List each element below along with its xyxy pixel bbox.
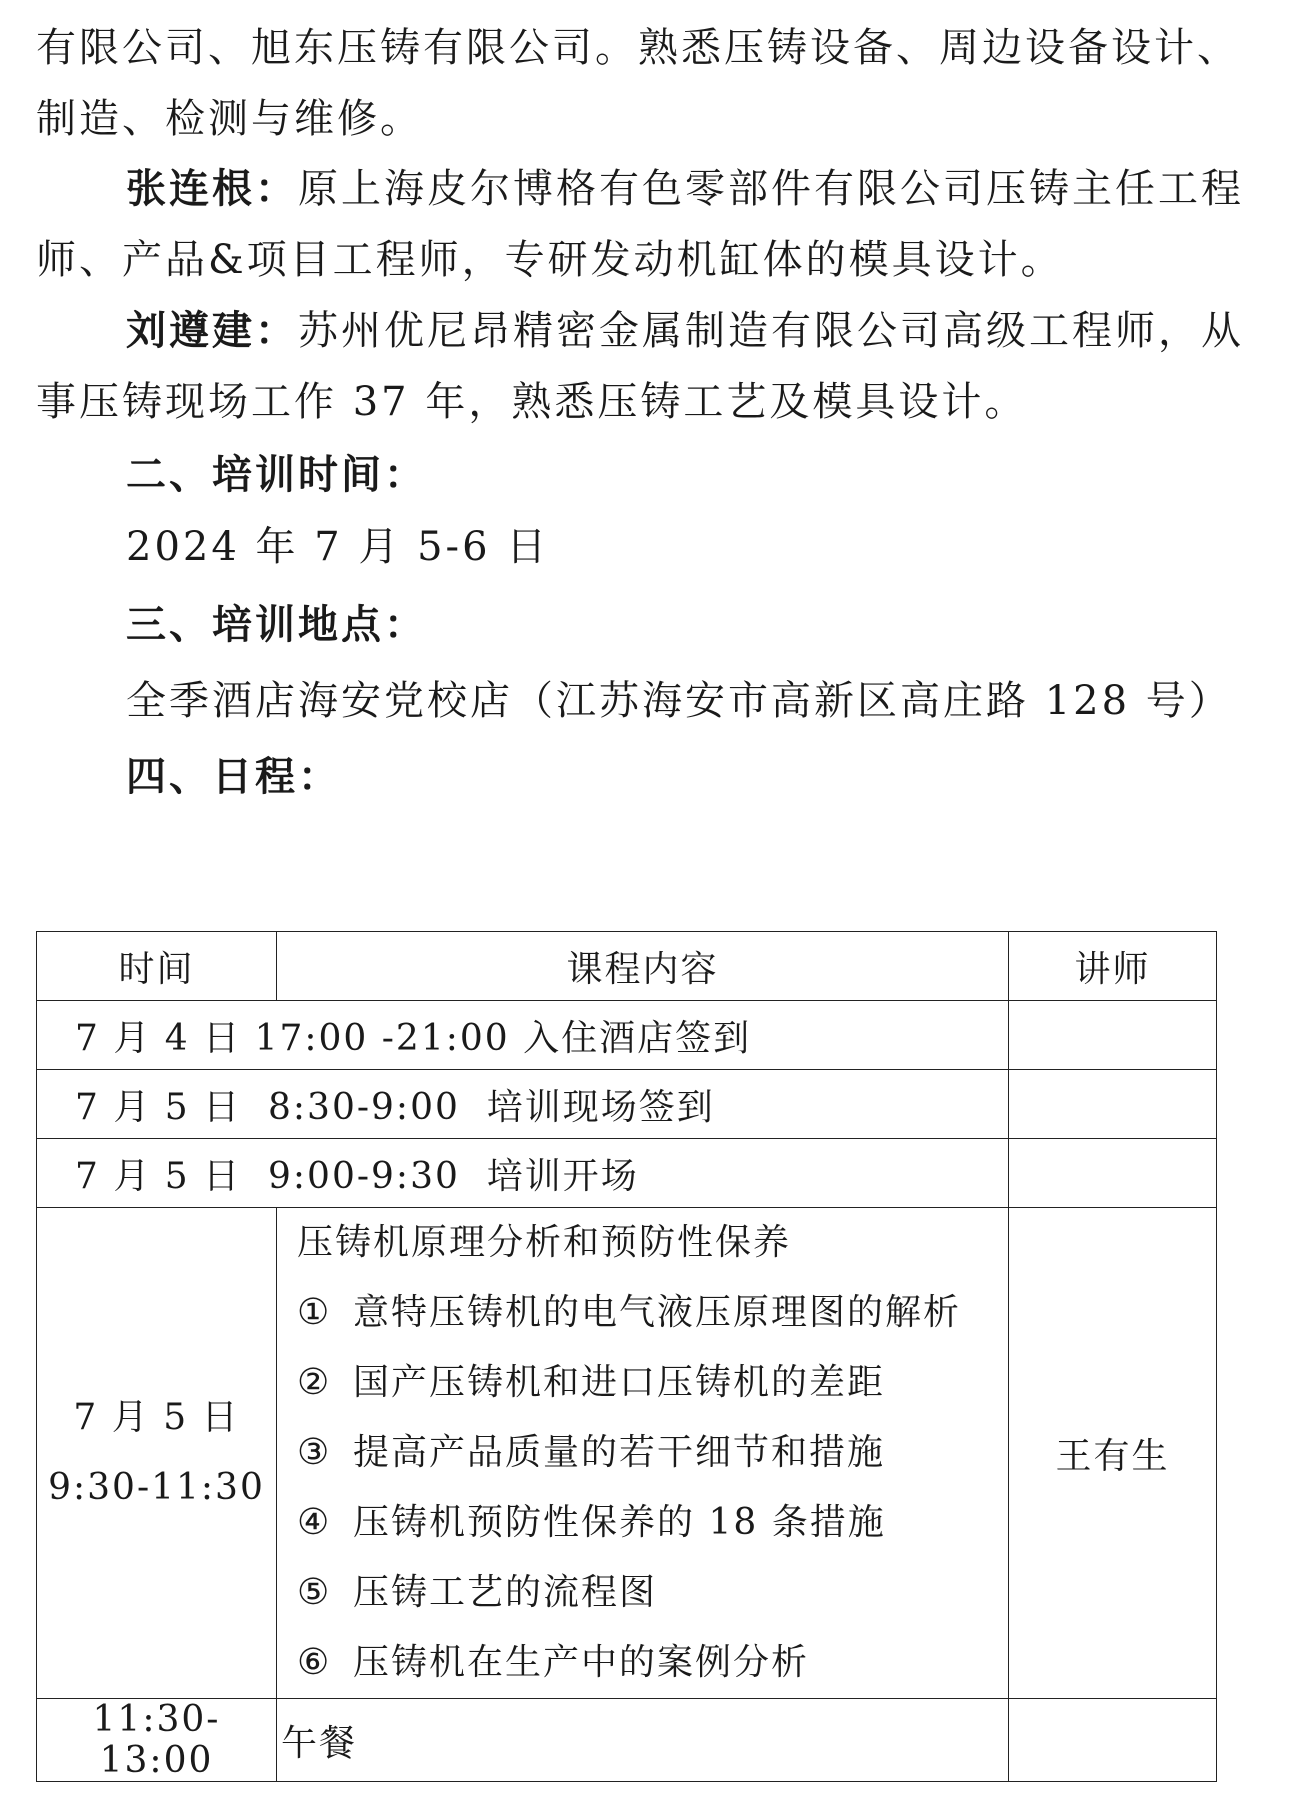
lecturer-paragraph-2-line-2: 事压铸现场工作 37 年，熟悉压铸工艺及模具设计。 [36, 379, 1028, 425]
list-text: 压铸机在生产中的案例分析 [353, 1642, 810, 1683]
lecturer-bio: 原上海皮尔博格有色零部件有限公司压铸主任工程 [298, 166, 1244, 212]
table-row [37, 1139, 1217, 1208]
table-row [37, 1001, 1217, 1070]
lecturer-bio: 苏州优尼昂精密金属制造有限公司高级工程师，从 [298, 308, 1244, 354]
row-checkin-site: 7 月 5 日 8:30-9:00 培训现场签到 [37, 1070, 1009, 1139]
session-teacher: 王有生 [1009, 1208, 1217, 1699]
lecturer-paragraph-2-line-1 [126, 307, 1244, 355]
intro-line-2: 制造、检测与维修。 [36, 96, 423, 142]
lecturer-paragraph-1-line-2: 师、产品&项目工程师，专研发动机缸体的模具设计。 [36, 237, 1064, 283]
row-opening: 7 月 5 日 9:00-9:30 培训开场 [37, 1139, 1009, 1208]
list-item [277, 1488, 1008, 1558]
list-number: ① [297, 1292, 332, 1333]
list-number: ⑥ [297, 1642, 332, 1683]
lecturer-name: 张连根： [126, 166, 298, 212]
list-text: 压铸工艺的流程图 [353, 1572, 658, 1613]
list-number: ③ [297, 1432, 332, 1473]
list-text: 压铸机预防性保养的 18 条措施 [353, 1502, 886, 1543]
section-heading-place: 三、培训地点： [126, 602, 427, 648]
lecturer-paragraph-1-line-1 [126, 165, 1244, 213]
row-teacher-empty [1009, 1139, 1217, 1208]
table-row-lunch [37, 1699, 1217, 1782]
schedule-table [36, 931, 1217, 1782]
lunch-content: 午餐 [277, 1699, 1009, 1782]
list-text: 国产压铸机和进口压铸机的差距 [353, 1362, 886, 1403]
list-text: 意特压铸机的电气液压原理图的解析 [353, 1292, 962, 1333]
table-row [37, 1070, 1217, 1139]
header-time: 时间 [37, 932, 277, 1001]
table-row-session [37, 1208, 1217, 1699]
session-title: 压铸机原理分析和预防性保养 [297, 1222, 792, 1263]
list-text: 提高产品质量的若干细节和措施 [353, 1432, 886, 1473]
training-date: 2024 年 7 月 5-6 日 [126, 524, 550, 570]
list-item [277, 1278, 1008, 1348]
session-time: 9:30-11:30 [48, 1467, 265, 1508]
header-teacher: 讲师 [1009, 932, 1217, 1001]
lunch-teacher-empty [1009, 1699, 1217, 1782]
list-item [277, 1348, 1008, 1418]
list-item [277, 1558, 1008, 1628]
table-header-row [37, 932, 1217, 1001]
list-item [277, 1628, 1008, 1698]
list-item [277, 1418, 1008, 1488]
intro-line-1: 有限公司、旭东压铸有限公司。熟悉压铸设备、周边设备设计、 [36, 25, 1240, 71]
lunch-time: 11:30-13:00 [37, 1699, 277, 1782]
session-time-cell [37, 1208, 277, 1699]
lecturer-name: 刘遵建： [126, 308, 298, 354]
row-teacher-empty [1009, 1070, 1217, 1139]
section-heading-schedule: 四、日程： [126, 754, 341, 800]
session-content-cell [277, 1208, 1009, 1699]
row-checkin-hotel: 7 月 4 日 17:00 -21:00 入住酒店签到 [37, 1001, 1009, 1070]
list-number: ② [297, 1362, 332, 1403]
training-place: 全季酒店海安党校店（江苏海安市高新区高庄路 128 号） [126, 678, 1232, 724]
row-teacher-empty [1009, 1001, 1217, 1070]
section-heading-time: 二、培训时间： [126, 452, 427, 498]
session-date: 7 月 5 日 [73, 1397, 240, 1438]
header-course: 课程内容 [277, 932, 1009, 1001]
list-number: ④ [297, 1502, 332, 1543]
list-number: ⑤ [297, 1572, 332, 1613]
